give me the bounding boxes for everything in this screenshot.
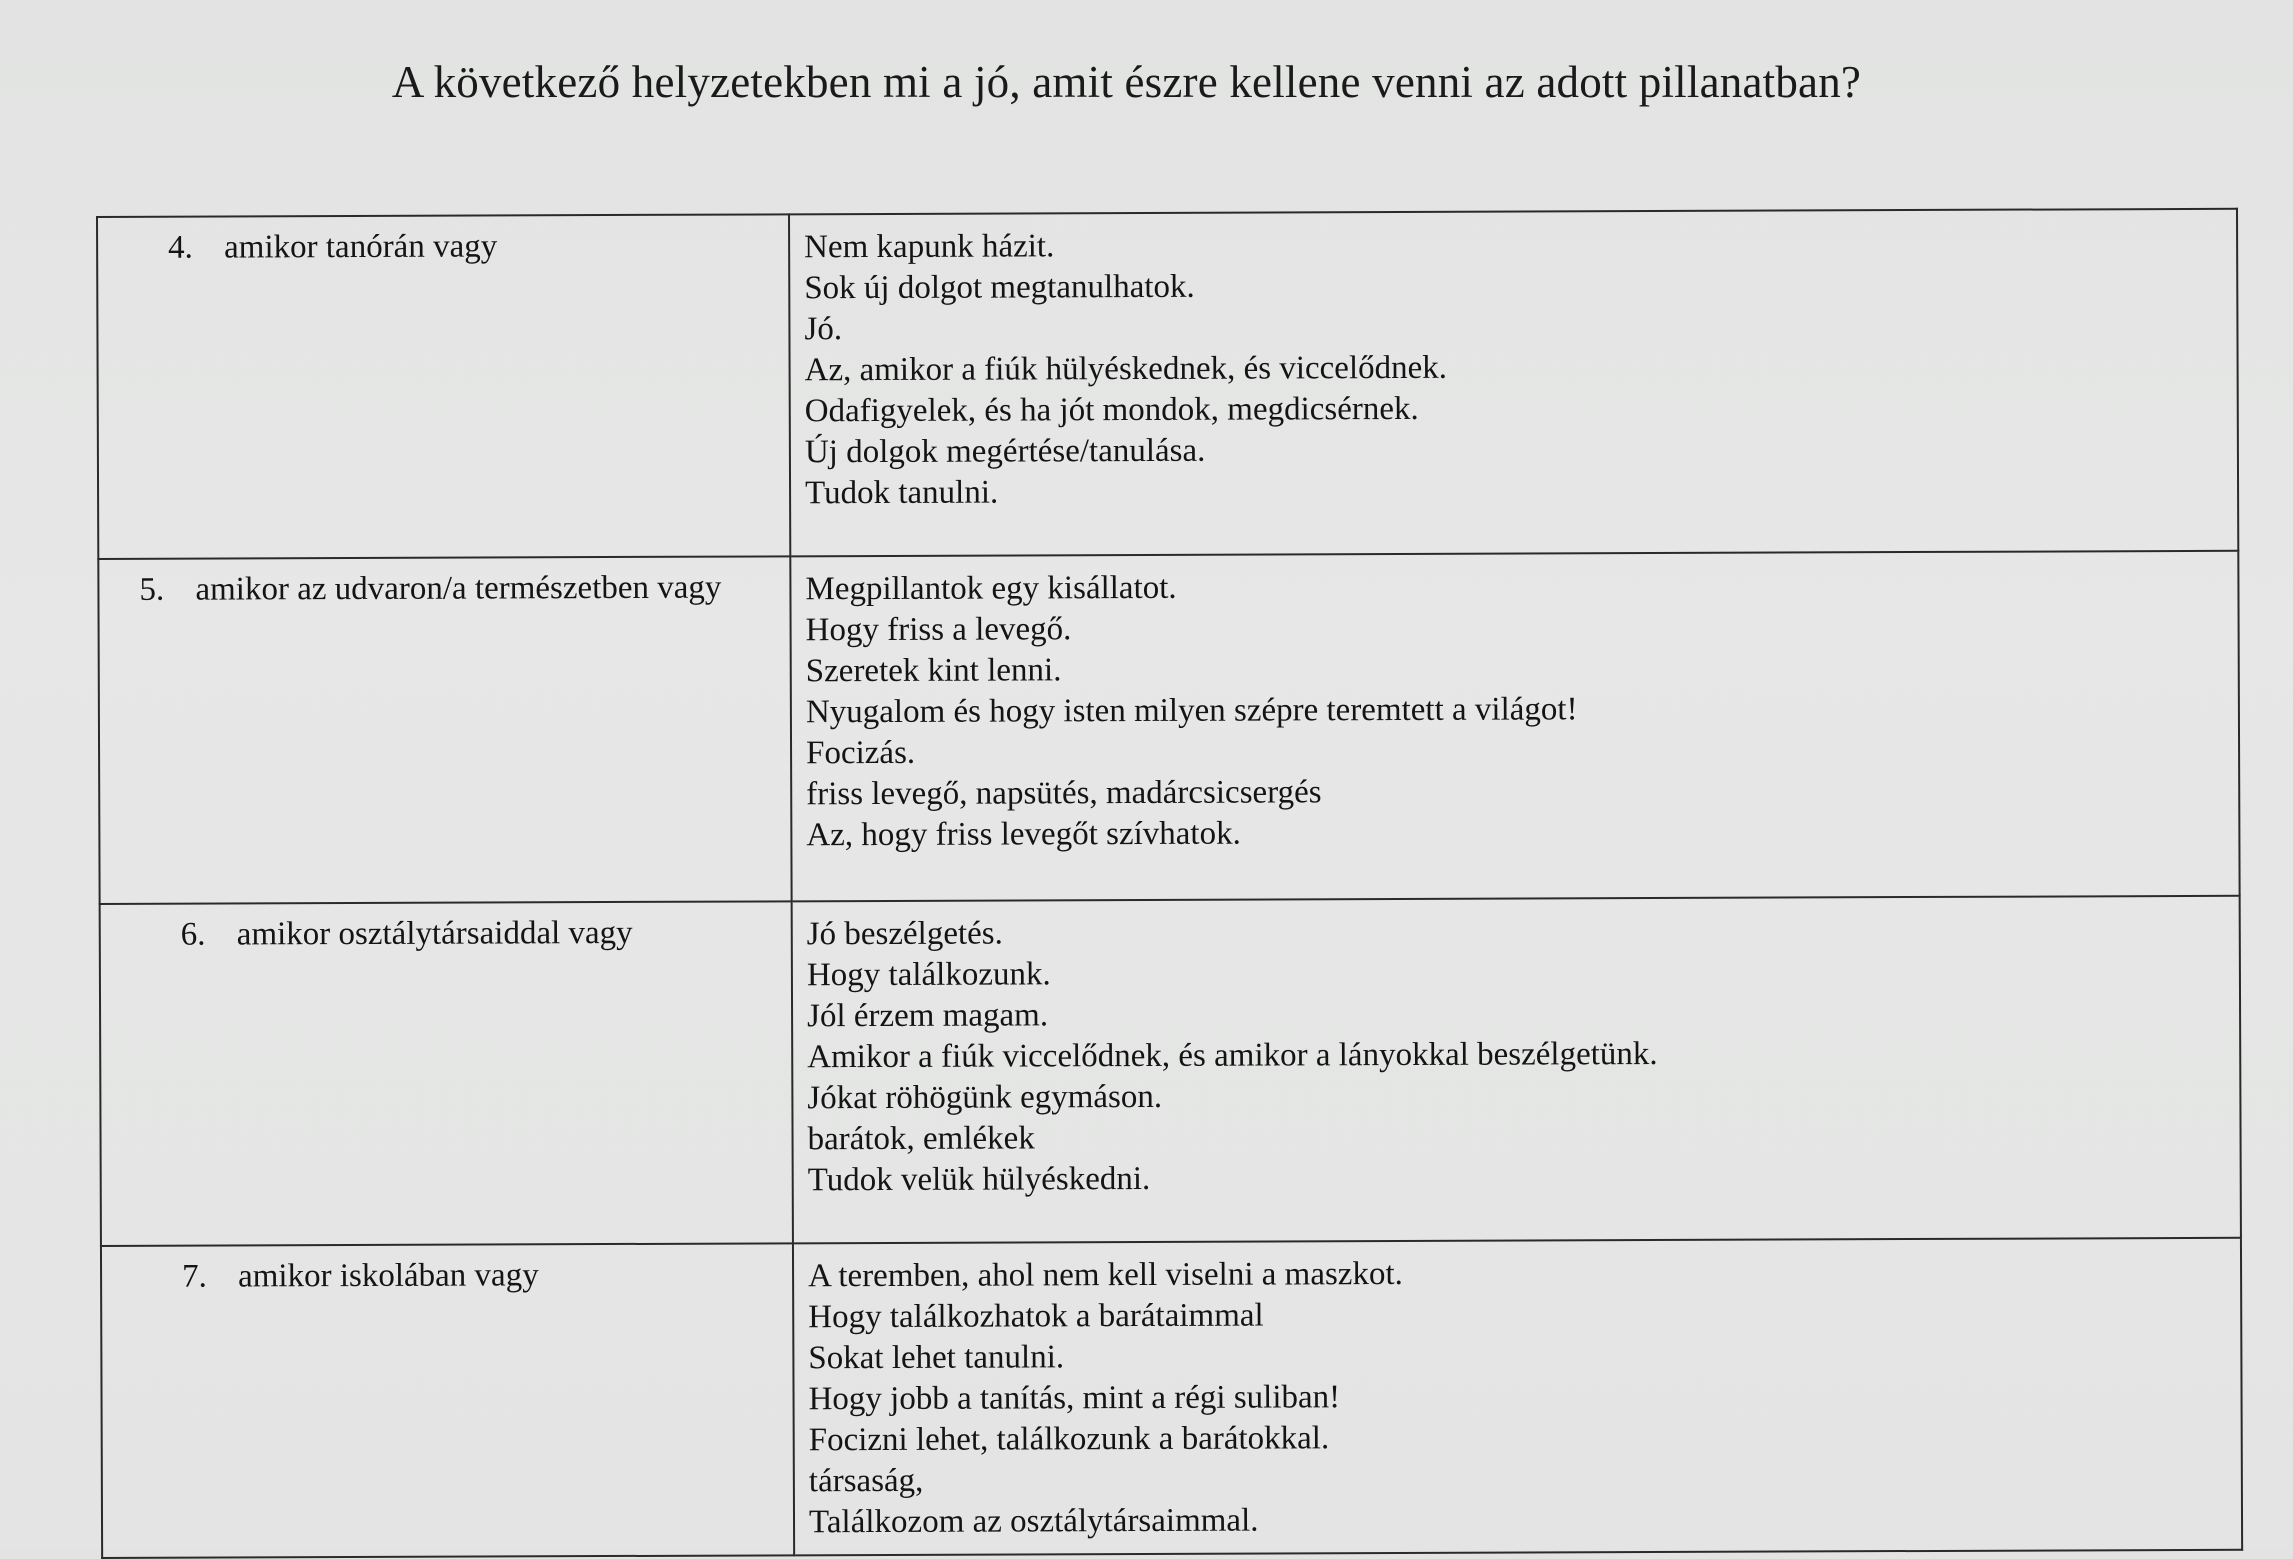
answer-line: friss levegő, napsütés, madárcsicsergés — [806, 774, 1322, 813]
situation-text: amikor osztálytársaiddal vagy — [236, 914, 633, 953]
answer-line: Amikor a fiúk viccelődnek, és amikor a lányokkal beszélgetünk. — [807, 1036, 1658, 1076]
situation-number: 6. — [180, 916, 206, 953]
answer-line: Szeretek kint lenni. — [805, 652, 1062, 690]
table-row — [101, 1238, 2242, 1558]
answer-line: Focizás. — [805, 734, 916, 772]
answer-line: Nem kapunk házit. — [804, 228, 1055, 266]
answer-line: barátok, emlékek — [807, 1120, 1035, 1158]
answer-line: Odafigyelek, és ha jót mondok, megdicsérnek. — [804, 390, 1419, 430]
answer-line: Tudok velük hülyéskedni. — [807, 1160, 1151, 1199]
table-row — [98, 551, 2239, 904]
answer-line: Az, hogy friss levegőt szívhatok. — [806, 815, 1241, 854]
answer-line: Új dolgok megértése/tanulása. — [804, 432, 1206, 471]
answers-cell — [790, 551, 2239, 902]
answer-line: Jó. — [804, 311, 843, 348]
answer-line: Sok új dolgot megtanulhatok. — [804, 268, 1195, 307]
answer-line: Hogy friss a levegő. — [805, 611, 1072, 649]
situation-number: 4. — [168, 229, 193, 266]
page-title — [0, 52, 2293, 112]
situation-cell — [98, 556, 791, 904]
answer-line: Focizni lehet, találkozunk a barátokkal. — [808, 1420, 1330, 1459]
situation-number: 5. — [139, 571, 165, 608]
answer-line: Találkozom az osztálytársaimmal. — [808, 1502, 1259, 1541]
situation-cell — [100, 901, 793, 1246]
page-title-text: A következő helyzetekben mi a jó, amit észre kellene venni az adott pillanatban? — [391, 57, 1862, 107]
situation-cell — [101, 1243, 794, 1558]
answer-line: Sokat lehet tanulni. — [808, 1339, 1065, 1377]
answer-line: Jókat röhögünk egymáson. — [807, 1078, 1163, 1117]
answer-line: Hogy találkozhatok a barátaimmal — [808, 1297, 1264, 1336]
situation-text: amikor tanórán vagy — [224, 228, 498, 266]
situation-text: amikor iskolában vagy — [238, 1257, 539, 1295]
answer-line: Az, amikor a fiúk hülyéskednek, és viccelődnek. — [804, 349, 1448, 389]
answers-cell — [792, 896, 2241, 1244]
answer-line: Jól érzem magam. — [807, 997, 1049, 1035]
situations-table — [96, 208, 2243, 1559]
answer-line: Hogy jobb a tanítás, mint a régi suliban! — [808, 1379, 1341, 1418]
table-row — [100, 896, 2241, 1246]
situation-cell — [97, 214, 790, 559]
answer-line: Nyugalom és hogy isten milyen szépre teremtett a világot! — [805, 691, 1578, 731]
answers-cell — [789, 209, 2238, 557]
answers-cell — [793, 1238, 2242, 1556]
situation-text: amikor az udvaron/a természetben vagy — [195, 569, 722, 608]
situation-number: 7. — [182, 1258, 207, 1295]
answer-line: társaság, — [808, 1462, 924, 1500]
answer-line: Tudok tanulni. — [805, 474, 999, 512]
answer-line: Hogy találkozunk. — [806, 956, 1051, 994]
answer-line: A teremben, ahol nem kell viselni a maszkot. — [808, 1255, 1403, 1295]
answer-line: Jó beszélgetés. — [806, 915, 1003, 953]
answer-line: Megpillantok egy kisállatot. — [805, 569, 1177, 608]
table-row — [97, 209, 2238, 559]
